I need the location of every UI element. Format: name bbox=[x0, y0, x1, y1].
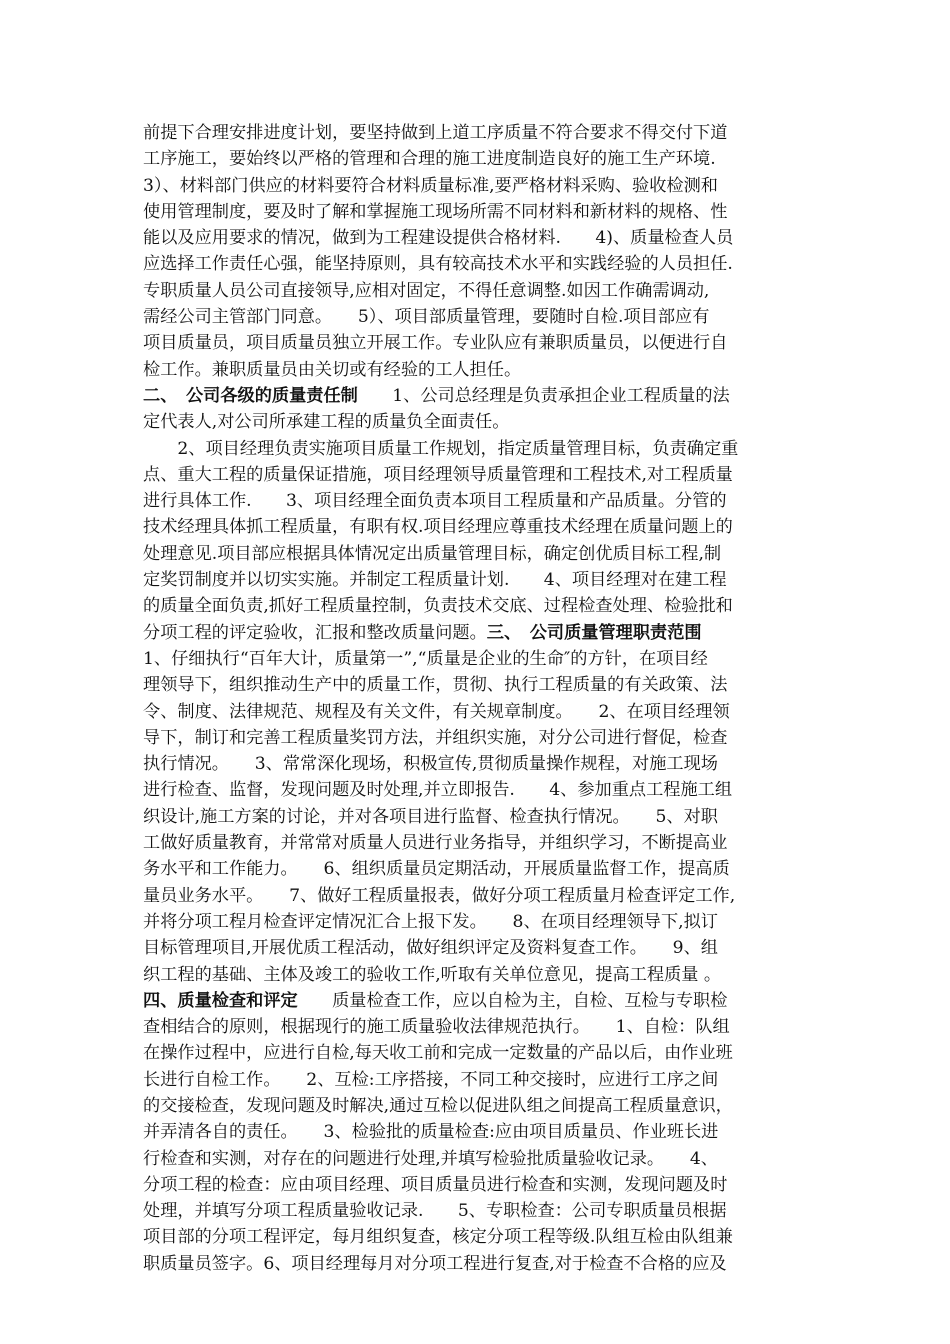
text-line bbox=[143, 646, 815, 672]
text-line bbox=[143, 120, 815, 146]
text-run: 处理意见.项目部应根据具体情况定出质量管理目标，确定创优质目标工程,制 bbox=[143, 543, 722, 564]
text-run: 务水平和工作能力。 6、组织质量员定期活动，开展质量监督工作，提高质 bbox=[143, 859, 730, 880]
text-line bbox=[143, 1172, 815, 1198]
text-line bbox=[143, 488, 815, 514]
text-run: 质量检查工作，应以自检为主，自检、互检与专职检 bbox=[297, 990, 728, 1011]
text-line bbox=[143, 856, 815, 882]
text-line bbox=[143, 199, 815, 225]
text-run: 的交接检查，发现问题及时解决,通过互检以促进队组之间提高工程质量意识， bbox=[143, 1095, 733, 1116]
text-run: 分项工程的检查：应由项目经理、项目质量员进行检查和实测，发现问题及时 bbox=[143, 1174, 728, 1195]
text-run: 执行情况。 3、常常深化现场，积极宣传,贯彻质量操作规程，对施工现场 bbox=[143, 754, 718, 775]
text-line bbox=[143, 567, 815, 593]
text-line bbox=[143, 699, 815, 725]
text-line bbox=[143, 672, 815, 698]
text-run: 前提下合理安排进度计划，要坚持做到上道工序质量不符合要求不得交付下道 bbox=[143, 123, 728, 143]
text-line bbox=[143, 1119, 815, 1145]
text-line bbox=[143, 357, 815, 383]
text-line bbox=[143, 725, 815, 751]
text-line bbox=[143, 225, 815, 251]
text-run: 工序施工，要始终以严格的管理和合理的施工进度制造良好的施工生产环境. bbox=[143, 149, 716, 170]
text-run: 令、制度、法律规范、规程及有关文件，有关规章制度。 2、在项目经理领 bbox=[143, 701, 730, 722]
text-run: 进行具体工作. 3、项目经理全面负责本项目工程质量和产品质量。分管的 bbox=[143, 491, 727, 512]
text-run: 在操作过程中，应进行自检,每天收工前和完成一定数量的产品以后，由作业班 bbox=[143, 1043, 733, 1064]
text-run: 查相结合的原则，根据现行的施工质量验收法律规范执行。 1、自检：队组 bbox=[143, 1017, 730, 1038]
text-line bbox=[143, 804, 815, 830]
text-line bbox=[143, 1146, 815, 1172]
text-line bbox=[143, 330, 815, 356]
text-run: 检工作。兼职质量员由关切或有经验的工人担任。 bbox=[143, 359, 522, 380]
text-run: 1、仔细执行“百年大计，质量第一”,“质量是企业的生命″的方针，在项目经 bbox=[143, 648, 708, 669]
text-line bbox=[143, 1067, 815, 1093]
text-line bbox=[143, 304, 815, 330]
text-run: 3）、材料部门供应的材料要符合材料质量标准,要严格材料采购、验收检测和 bbox=[143, 175, 718, 196]
text-run: 使用管理制度，要及时了解和掌握施工现场所需不同材料和新材料的规格、性 bbox=[143, 201, 728, 222]
text-run: 专职质量人员公司直接领导,应相对固定，不得任意调整.如因工作确需调动, bbox=[143, 280, 710, 301]
text-run: 行检查和实测，对存在的问题进行处理,并填写检验批质量验收记录。 4、 bbox=[143, 1148, 718, 1169]
document-body bbox=[143, 120, 815, 1277]
text-line bbox=[143, 514, 815, 540]
text-line bbox=[143, 593, 815, 619]
text-line bbox=[143, 409, 815, 435]
text-run: 并将分项工程月检查评定情况汇合上报下发。 8、在项目经理领导下,拟订 bbox=[143, 911, 718, 932]
text-line bbox=[143, 1014, 815, 1040]
text-line bbox=[143, 777, 815, 803]
text-line bbox=[143, 1251, 815, 1277]
text-run: 定奖罚制度并以切实实施。并制定工程质量计划. 4、项目经理对在建工程 bbox=[143, 570, 727, 591]
text-line bbox=[143, 173, 815, 199]
text-run: 定代表人,对公司所承建工程的质量负全面责任。 bbox=[143, 412, 510, 433]
text-run: 目标管理项目,开展优质工程活动，做好组织评定及资料复查工作。 9、组 bbox=[143, 938, 718, 959]
text-line bbox=[143, 962, 815, 988]
text-line bbox=[143, 988, 815, 1014]
text-run: 应选择工作责任心强，能坚持原则，具有较高技术水平和实践经验的人员担任. bbox=[143, 254, 733, 275]
text-run: 量员业务水平。 7、做好工程质量报表，做好分项工程质量月检查评定工作, bbox=[143, 885, 736, 906]
text-line bbox=[143, 1093, 815, 1119]
text-run: 进行检查、监督，发现问题及时处理,并立即报告. 4、参加重点工程施工组 bbox=[143, 780, 733, 801]
text-run: 的质量全面负责,抓好工程质量控制，负责技术交底、过程检查处理、检验批和 bbox=[143, 596, 733, 617]
text-line bbox=[143, 383, 815, 409]
text-line bbox=[143, 935, 815, 961]
text-run: 并弄清各自的责任。 3、检验批的质量检查:应由项目质量员、作业班长进 bbox=[143, 1122, 719, 1143]
text-line bbox=[143, 1198, 815, 1224]
section-heading: 三、 公司质量管理职责范围 bbox=[486, 622, 702, 643]
text-run: 织工程的基础、主体及竣工的验收工作,听取有关单位意见，提高工程质量 。 bbox=[143, 964, 722, 985]
text-run: 能以及应用要求的情况，做到为工程建设提供合格材料. 4)、质量检查人员 bbox=[143, 228, 734, 249]
text-run: 工做好质量教育，并常常对质量人员进行业务指导，并组织学习，不断提高业 bbox=[143, 833, 728, 854]
section-heading: 二、 公司各级的质量责任制 bbox=[143, 385, 358, 406]
text-line bbox=[143, 620, 815, 646]
text-line bbox=[143, 830, 815, 856]
text-run: 需经公司主管部门同意。 5）、项目部质量管理，要随时自检.项目部应有 bbox=[143, 307, 710, 328]
text-run: 长进行自检工作。 2、互检:工序搭接，不同工种交接时，应进行工序之间 bbox=[143, 1069, 719, 1090]
text-line bbox=[143, 1224, 815, 1250]
text-line bbox=[143, 146, 815, 172]
text-run: 1、公司总经理是负责承担企业工程质量的法 bbox=[357, 385, 730, 406]
text-line bbox=[143, 883, 815, 909]
text-line bbox=[143, 251, 815, 277]
text-line bbox=[143, 1040, 815, 1066]
text-line bbox=[143, 278, 815, 304]
text-run: 理领导下，组织推动生产中的质量工作，贯彻、执行工程质量的有关政策、法 bbox=[143, 675, 728, 696]
text-run: 处理，并填写分项工程质量验收记录. 5、专职检查：公司专职质量员根据 bbox=[143, 1201, 727, 1222]
text-line bbox=[143, 909, 815, 935]
text-run: 技术经理具体抓工程质量，有职有权.项目经理应尊重技术经理在质量问题上的 bbox=[143, 517, 733, 538]
text-run: 2、项目经理负责实施项目质量工作规划，指定质量管理目标，负责确定重 bbox=[143, 438, 739, 459]
text-line bbox=[143, 541, 815, 567]
text-run: 项目部的分项工程评定，每月组织复查，核定分项工程等级.队组互检由队组兼 bbox=[143, 1227, 733, 1248]
text-run: 分项工程的评定验收，汇报和整改质量问题。 bbox=[143, 622, 487, 643]
text-line bbox=[143, 462, 815, 488]
text-run: 导下，制订和完善工程质量奖罚方法，并组织实施，对分公司进行督促，检查 bbox=[143, 727, 728, 748]
text-run: 织设计,施工方案的讨论，并对各项目进行监督、检查执行情况。 5、对职 bbox=[143, 806, 718, 827]
text-run: 项目质量员，项目质量员独立开展工作。专业队应有兼职质量员，以便进行自 bbox=[143, 333, 728, 354]
text-line bbox=[143, 436, 815, 462]
text-run: 点、重大工程的质量保证措施，项目经理领导质量管理和工程技术,对工程质量 bbox=[143, 464, 733, 485]
section-heading: 四、质量检查和评定 bbox=[143, 990, 298, 1011]
text-run: 职质量员签字。6、项目经理每月对分项工程进行复查,对于检查不合格的应及 bbox=[143, 1253, 727, 1274]
text-line bbox=[143, 751, 815, 777]
